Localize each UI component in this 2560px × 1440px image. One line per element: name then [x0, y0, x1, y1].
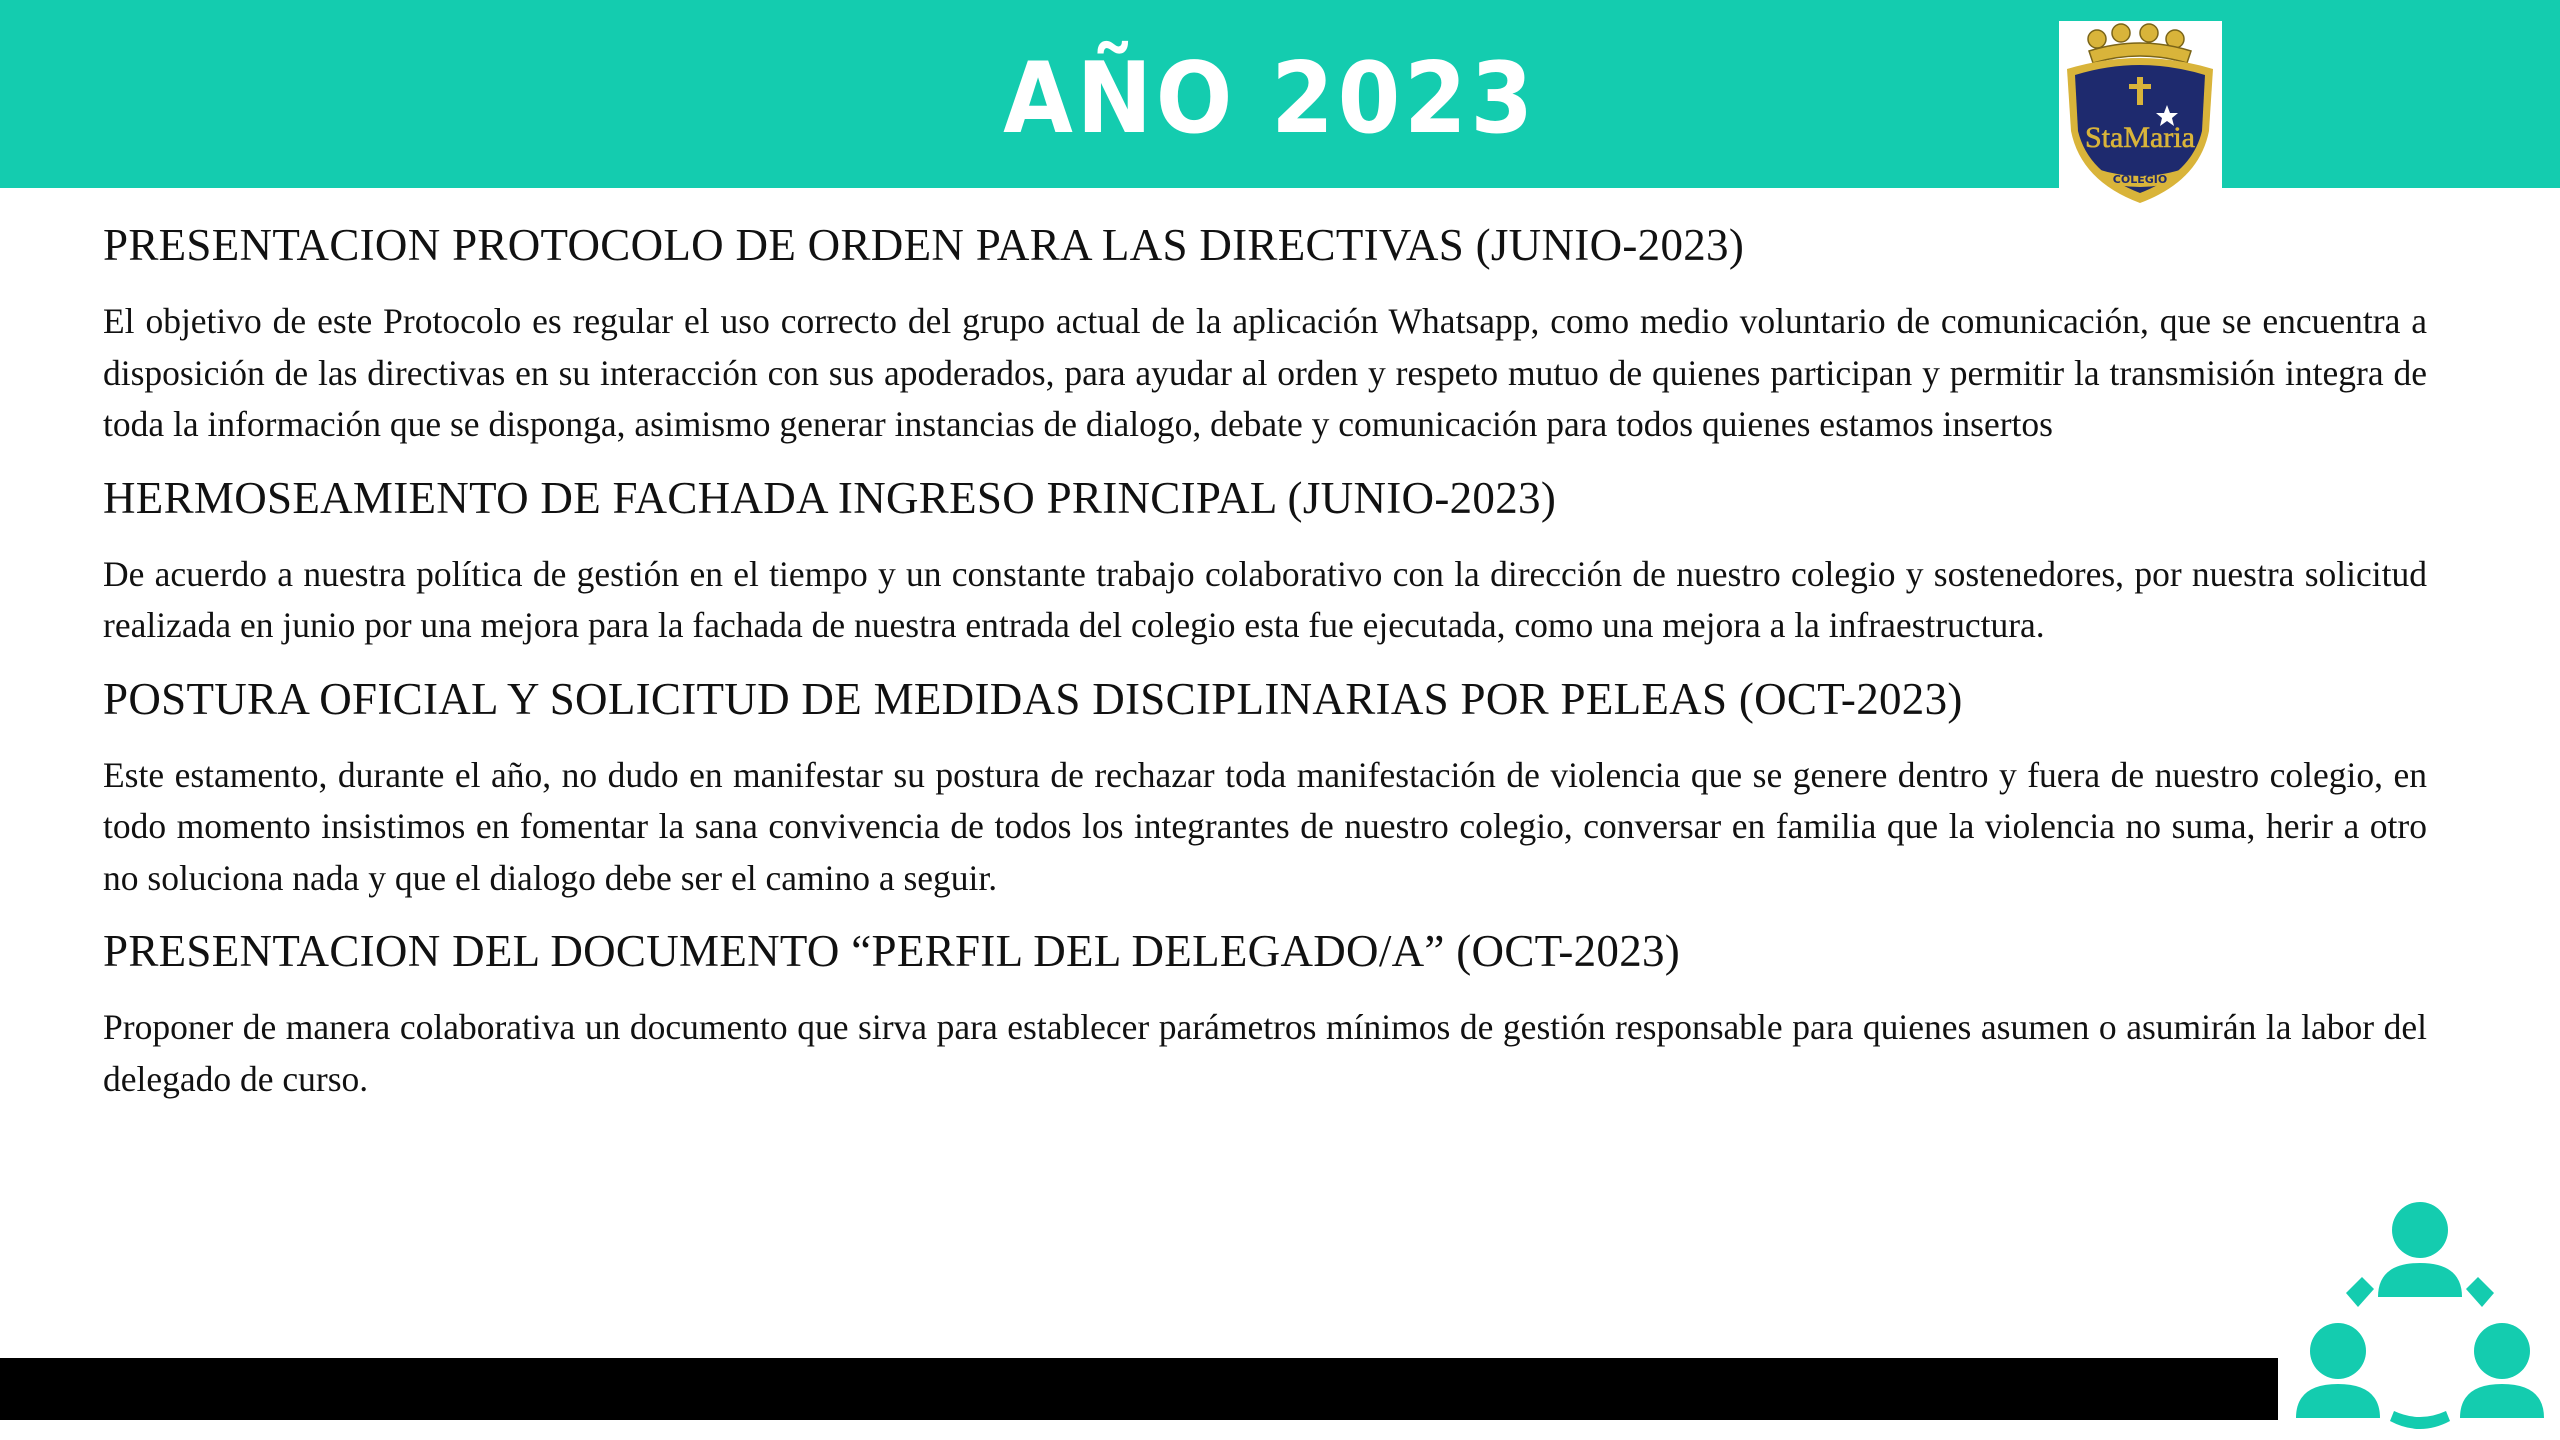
logo-caption: COLEGIO	[2112, 173, 2168, 186]
section-body: De acuerdo a nuestra política de gestión en el tiempo y un constante trabajo colaborativo con la dirección de nuestro colegio y sostenedores, por nuestra solicitud realizada en junio por una mejora para la fachada de nuestra entrada del colegio esta fue ejecutada, como una mejora a la infraestructura.	[103, 553, 2427, 645]
section-title: PRESENTACION PROTOCOLO DE ORDEN PARA LAS DIRECTIVAS (JUNIO-2023)	[103, 220, 1745, 270]
section-postura	[103, 668, 2427, 905]
footer-bar	[0, 1358, 2278, 1420]
school-logo	[2059, 21, 2222, 211]
section-title: POSTURA OFICIAL Y SOLICITUD DE MEDIDAS DISCIPLINARIAS POR PELEAS (OCT-2023)	[103, 673, 1963, 724]
section-body: Proponer de manera colaborativa un documento que sirva para establecer parámetros mínimos de gestión responsable para quienes asumen o asumirán la labor del delegado de curso.	[103, 1007, 2427, 1099]
section-body: Este estamento, durante el año, no dudo en manifestar su postura de rechazar toda manifestación de violencia que se genere dentro y fuera de nuestro colegio, en todo momento insistimos en fomentar la sana convivencia de todos los integrantes de nuestro colegio, conversar en familia que la violencia no suma, herir a otro no soluciona nada y que el dialogo debe ser el camino a seguir.	[103, 754, 2427, 898]
page-title: AÑO 2023	[1003, 42, 1537, 156]
section-title: PRESENTACION DEL DOCUMENTO “PERFIL DEL DELEGADO/A” (OCT-2023)	[103, 926, 1681, 976]
section-fachada	[103, 467, 2427, 652]
section-body: El objetivo de este Protocolo es regular el uso correcto del grupo actual de la aplicación Whatsapp, como medio voluntario de comunicación, que se encuentra a disposición de las directivas en su interacción con sus apoderados, para ayudar al orden y respeto mutuo de quienes participan y permitir la transmisión integra de toda la información que se disponga, asimismo generar instancias de dialogo, debate y comunicación para todos quienes estamos insertos	[103, 301, 2427, 444]
section-title: HERMOSEAMIENTO DE FACHADA INGRESO PRINCIPAL (JUNIO-2023)	[103, 472, 1557, 523]
team-people-icon	[2290, 1185, 2550, 1435]
content-area	[103, 200, 2427, 1105]
section-protocolo	[103, 214, 2427, 451]
crest-icon	[2059, 21, 2222, 211]
logo-name: StaMaria	[2085, 121, 2195, 154]
section-perfil-delegado	[103, 920, 2427, 1105]
